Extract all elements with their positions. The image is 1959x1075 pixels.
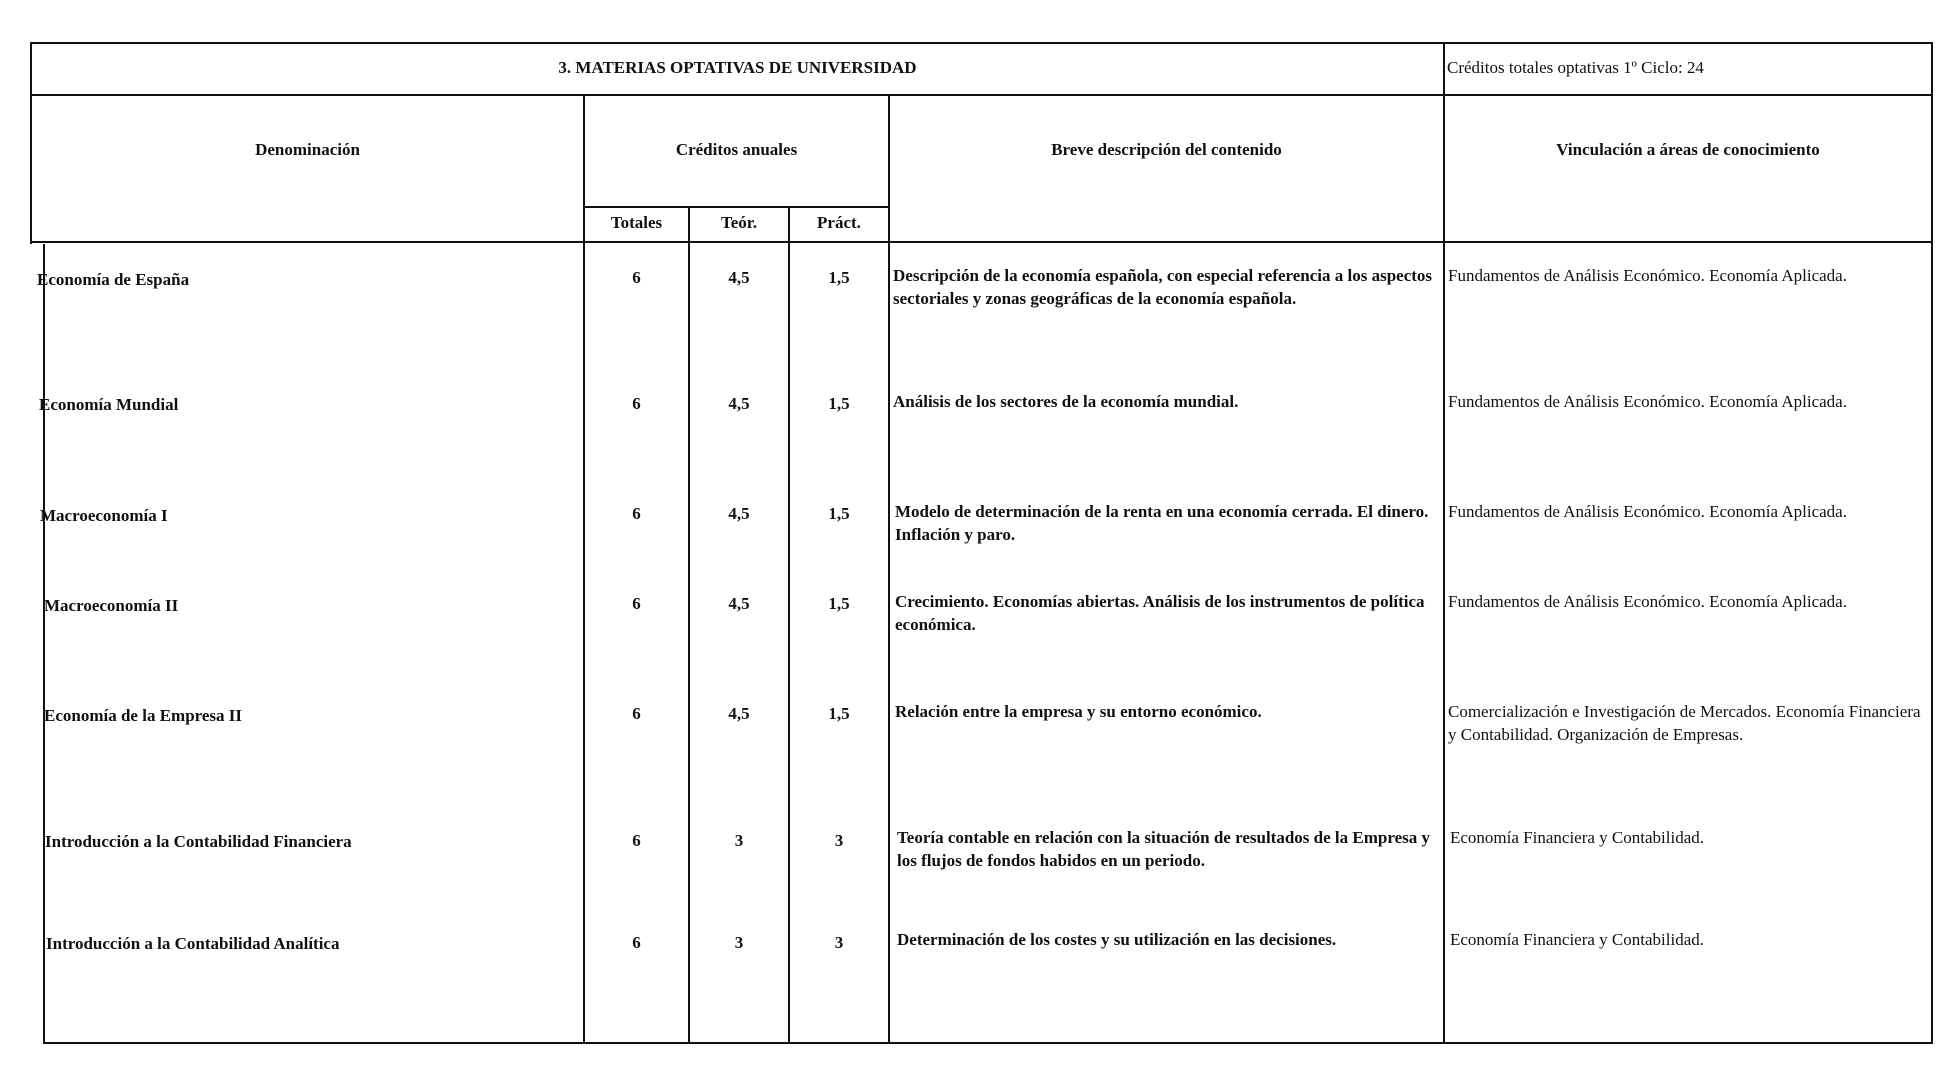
table-border-top [30,42,1933,44]
header-divider [30,94,1933,96]
column-header-divider [30,241,1933,243]
knowledge-areas: Economía Financiera y Contabilidad. [1450,930,1704,949]
credits-totales: 6 [632,504,641,523]
subject-name: Economía Mundial [39,395,179,414]
subject-name: Economía de España [37,270,190,289]
content-description: Relación entre la empresa y su entorno económico. [895,702,1262,721]
credits-pract: 1,5 [828,268,850,287]
content-description: Crecimiento. Economías abiertas. Análisis de los instrumentos de política económica. [895,592,1425,634]
credits-totales: 6 [632,394,641,413]
content-description: Teoría contable en relación con la situación de resultados de la Empresa y los flujos de fondos habidos en un periodo. [897,828,1430,870]
credits-teor: 3 [734,831,744,850]
subject-name: Macroeconomía II [44,596,179,615]
credits-totales: 6 [632,831,641,850]
credits-totales: 6 [632,933,641,952]
subject-name: Economía de la Empresa II [44,706,243,725]
content-description: Descripción de la economía española, con especial referencia a los aspectos sectoriales y zonas geográficas de la economía española. [893,266,1433,308]
divider-credits-description [888,94,890,1042]
knowledge-areas: Fundamentos de Análisis Económico. Economía Aplicada. [1448,392,1847,411]
credits-teor: 4,5 [728,594,750,613]
credits-pract: 3 [834,933,844,952]
credits-pract: 1,5 [828,504,850,523]
content-description: Análisis de los sectores de la economía mundial. [893,392,1239,411]
credits-totales: 6 [632,268,641,287]
column-header-pract: Práct. [817,213,861,232]
table-border-right [1931,42,1933,1042]
knowledge-areas: Comercialización e Investigación de Mercados. Economía Financiera y Contabilidad. Organización de Empresas. [1448,702,1921,744]
divider-description-areas [1443,42,1445,1042]
total-credits-label: Créditos totales optativas 1º Ciclo: 24 [1447,58,1704,77]
knowledge-areas: Economía Financiera y Contabilidad. [1450,828,1704,847]
credits-pract: 3 [834,831,844,850]
credits-teor: 4,5 [728,268,750,287]
divider-teor-pract [788,206,790,1042]
column-header-denominacion: Denominación [255,140,360,159]
subject-name: Introducción a la Contabilidad Financiera [45,832,352,851]
column-header-creditos-anuales: Créditos anuales [675,140,798,159]
credits-teor: 3 [734,933,744,952]
credits-pract: 1,5 [828,594,850,613]
knowledge-areas: Fundamentos de Análisis Económico. Economía Aplicada. [1448,266,1847,285]
credits-totales: 6 [632,704,641,723]
credits-pract: 1,5 [828,704,850,723]
subject-name: Macroeconomía I [40,506,168,525]
column-header-description: Breve descripción del contenido [1051,140,1282,159]
content-description: Modelo de determinación de la renta en una economía cerrada. El dinero. Inflación y paro. [895,502,1429,544]
credits-teor: 4,5 [728,394,750,413]
column-header-teor: Teór. [720,213,758,232]
column-header-areas: Vinculación a áreas de conocimiento [1556,140,1820,159]
table-border-bottom [43,1042,1933,1044]
content-description: Determinación de los costes y su utilización en las decisiones. [897,930,1337,949]
table-title: 3. MATERIAS OPTATIVAS DE UNIVERSIDAD [558,58,917,77]
credits-pract: 1,5 [828,394,850,413]
knowledge-areas: Fundamentos de Análisis Económico. Economía Aplicada. [1448,502,1847,521]
subject-name: Introducción a la Contabilidad Analítica [46,934,340,953]
credits-teor: 4,5 [728,704,750,723]
credits-subheader-divider [583,206,890,208]
divider-name-credits [583,94,585,1042]
knowledge-areas: Fundamentos de Análisis Económico. Economía Aplicada. [1448,592,1847,611]
table-border-left-lower [43,244,45,1044]
credits-totales: 6 [632,594,641,613]
column-header-totales: Totales [610,213,663,232]
credits-teor: 4,5 [728,504,750,523]
divider-totales-teor [688,206,690,1042]
